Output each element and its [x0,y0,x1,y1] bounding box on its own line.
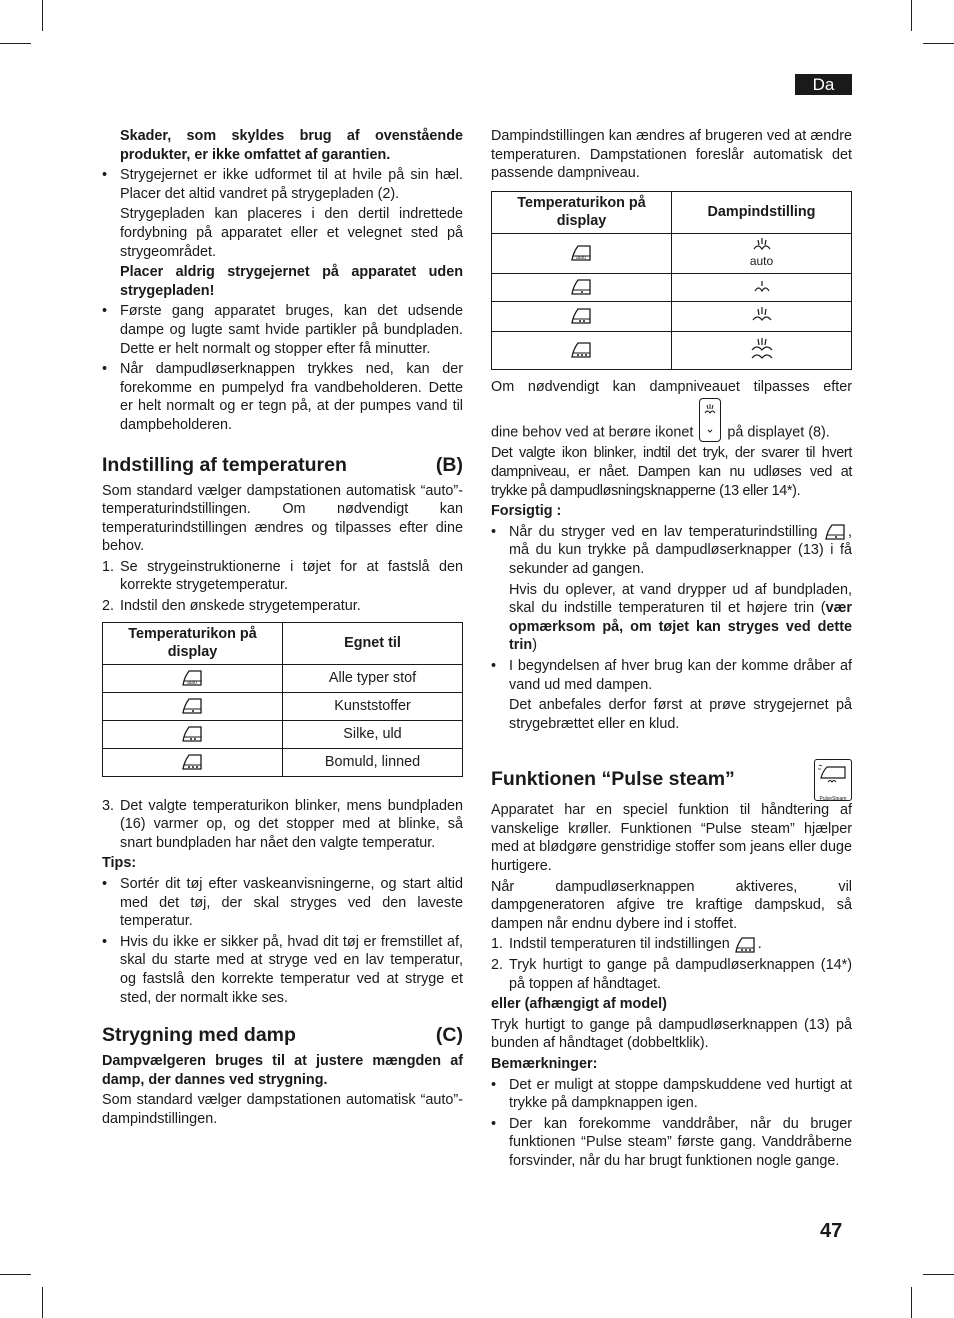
iron-3dot-icon [181,753,205,771]
section-c-heading: Strygning med damp (C) [102,1024,463,1047]
paragraph: Det valgte ikon blinker, indtil det tryk, der svarer til hvert dampniveau, er nået. Dampen kan nu udløses ved at trykke på dampudløsningsknapperne (13 eller 14*). [491,445,852,499]
table-cell: Kunststoffer [283,692,463,720]
paragraph: Apparatet har en speciel funktion til håndtering af vanskelige krøller. Funktionen “Pulse steam” hjælper med at blødgøre genstridige stoffer som jeans eller duge hurtigere. [491,802,852,875]
list-item: • Første gang apparatet bruges, kan det udsende dampe og lugte samt hvide partikler på bundpladen. Dette er helt normalt og stopper efter få minutter. [102,303,463,357]
table-header: Temperaturikon på display [492,191,672,233]
paragraph: Som standard vælger dampstationen automatisk “auto”-temperaturindstillingen. Om nødvendigt kan temperaturindstillingen ændres og tilpasses efter dine behov. [102,482,463,555]
paragraph: Dampvælgeren bruges til at justere mængden af damp, der dannes ved strygning. [102,1053,463,1088]
crop-mark [0,1274,31,1275]
iron-2dot-icon [570,307,594,325]
table-cell: Alle typer stof [283,664,463,692]
paragraph: Om nødvendigt kan dampniveauet tilpasses efter [491,378,852,395]
list-item: • Hvis du ikke er sikker på, hvad dit tøj er fremstillet af, skal du starte med at stryge ved en lav temperatur, og fastslå den korrekte temperatur ved at stryge et sted, der normalt ikke ses. [102,933,463,1006]
iron-1dot-icon [570,278,594,296]
notes-label: Bemærkninger: [491,1056,598,1072]
pulse-steam-heading: Funktionen “Pulse steam” [491,768,735,791]
pulse-steam-icon: PulseSteam [814,759,852,801]
crop-mark [911,1287,912,1318]
caution-label: Forsigtig : [491,503,562,520]
iron-3dot-icon [734,936,758,954]
svg-text:auto: auto [186,680,197,687]
crop-mark [923,1274,954,1275]
steam-level-touch-icon[interactable] [699,398,721,442]
table-cell: Bomuld, linned [283,748,463,776]
left-column [102,127,463,1131]
list-item: • Der kan forekomme vanddråber, når du bruger funktionen “Pulse steam” første gang. Vanddråberne forsvinder, når du har brugt funktionen nogle gange. [491,1115,852,1169]
paragraph: Som standard vælger dampstationen automatisk “auto”-dampindstillingen. [102,1092,463,1127]
table-header: Egnet til [283,622,463,664]
list-item: 3. Det valgte temperaturikon blinker, mens bundpladen (16) varmer op, og det stopper med at blinke, så snart bundpladen har nået den valgte temperatur. [102,797,463,851]
paragraph: Tryk hurtigt to gange på dampudløserknappen (13) på bunden af håndtaget (dobbeltklik). [491,1016,852,1052]
paragraph: Strygejernet er ikke udformet til at hvile på sin hæl. Placer det altid vandret på strygepladen (2). [120,167,463,202]
crop-mark [42,0,43,31]
crop-mark [911,0,912,31]
crop-mark [923,43,954,44]
list-item: • Det er muligt at stoppe dampskuddene ved hurtigt at trykke på dampknappen igen. [491,1076,852,1112]
steam-low-icon [752,279,772,295]
list-item: • Sortér dit tøj efter vaskeanvisningerne, og start altid med det tøj, der skal stryges ved den laveste temperatur. [102,876,463,930]
page-number: 47 [820,1220,843,1242]
steam-auto-icon: auto [750,237,774,266]
list-item: • I begyndelsen af hver brug kan der komme dråber af vand ud med dampen. Det anbefales derfor først at prøve strygejernet på strygebrættet eller en klud. [491,657,852,732]
steam-table [491,191,852,370]
table-header: Dampindstilling [672,191,852,233]
paragraph: Dampindstillingen kan ændres af brugeren ved at ændre temperaturen. Dampstationen foreslår automatisk det passende dampniveau. [491,128,852,182]
iron-3dot-icon [570,341,594,359]
paragraph: Strygepladen kan placeres i den dertil indrettede fordybning på apparatet eller et velegnet sted på strygeområdet. [120,206,463,260]
list-item: 1. Indstil temperaturen til indstillingen . [491,936,762,953]
table-cell: Silke, uld [283,720,463,748]
crop-mark [42,1287,43,1318]
section-b-heading: Indstilling af temperaturen (B) [102,453,463,476]
right-column [491,127,852,1173]
paragraph: dine behov ved at berøre ikonet på displayet (8). [491,398,852,442]
iron-auto-icon [181,669,205,687]
iron-1dot-icon [181,697,205,715]
list-item: 2. Tryk hurtigt to gange på dampudløserknappen (14*) på toppen af håndtaget. [491,957,852,992]
paragraph: Når dampudløserknappen aktiveres, vil dampgeneratoren afgive tre kraftige dampskud, så dampen når endnu dybere ind i stoffet. [491,878,852,932]
temperature-table [102,622,463,777]
table-header: Temperaturikon på display [103,622,283,664]
list-item: 2. Indstil den ønskede strygetemperatur. [102,598,361,615]
iron-2dot-icon [181,725,205,743]
list-item: • Strygejernet er ikke udformet til at hvile på sin hæl. Placer det altid vandret på strygepladen (2). Strygepladen kan placeres i den dertil indrettede fordybning på apparatet eller et velegnet sted på strygeområdet. Placer aldrig strygejernet på apparatet uden strygepladen! [102,167,463,299]
list-item: • Når dampudløserknappen trykkes ned, kan der forekomme en pumpelyd fra vandbeholderen. Dette er helt normalt og er tegn på, at der pumpes vand til dampbeholderen. [102,361,463,433]
language-badge: Da [795,74,852,95]
list-item: • Når du stryger ved en lav temperaturindstilling , må du kun trykke på dampudløserknapper (13) i få sekunder ad gangen. Hvis du oplever, at vand drypper ud af bundpladen, skal du indstille temperaturen til et højere trin (vær opmærksom på, om tøjet kan stryges ved dette trin) [491,523,853,654]
paragraph: Placer aldrig strygejernet på apparatet uden strygepladen! [120,264,463,299]
crop-mark [0,43,31,44]
steam-high-icon [749,337,775,363]
list-item: 1. Se strygeinstruktionerne i tøjet for at fastslå den korrekte strygetemperatur. [102,558,463,594]
warranty-note: Skader, som skyldes brug af ovenstående produkter, er ikke omfattet af garantien. [120,128,463,163]
svg-text:auto: auto [575,255,586,262]
tips-label: Tips: [102,855,137,872]
iron-auto-icon [570,244,594,262]
or-label: eller (afhængigt af model) [491,996,667,1013]
iron-1dot-icon [824,523,848,541]
steam-medium-icon [750,306,774,326]
